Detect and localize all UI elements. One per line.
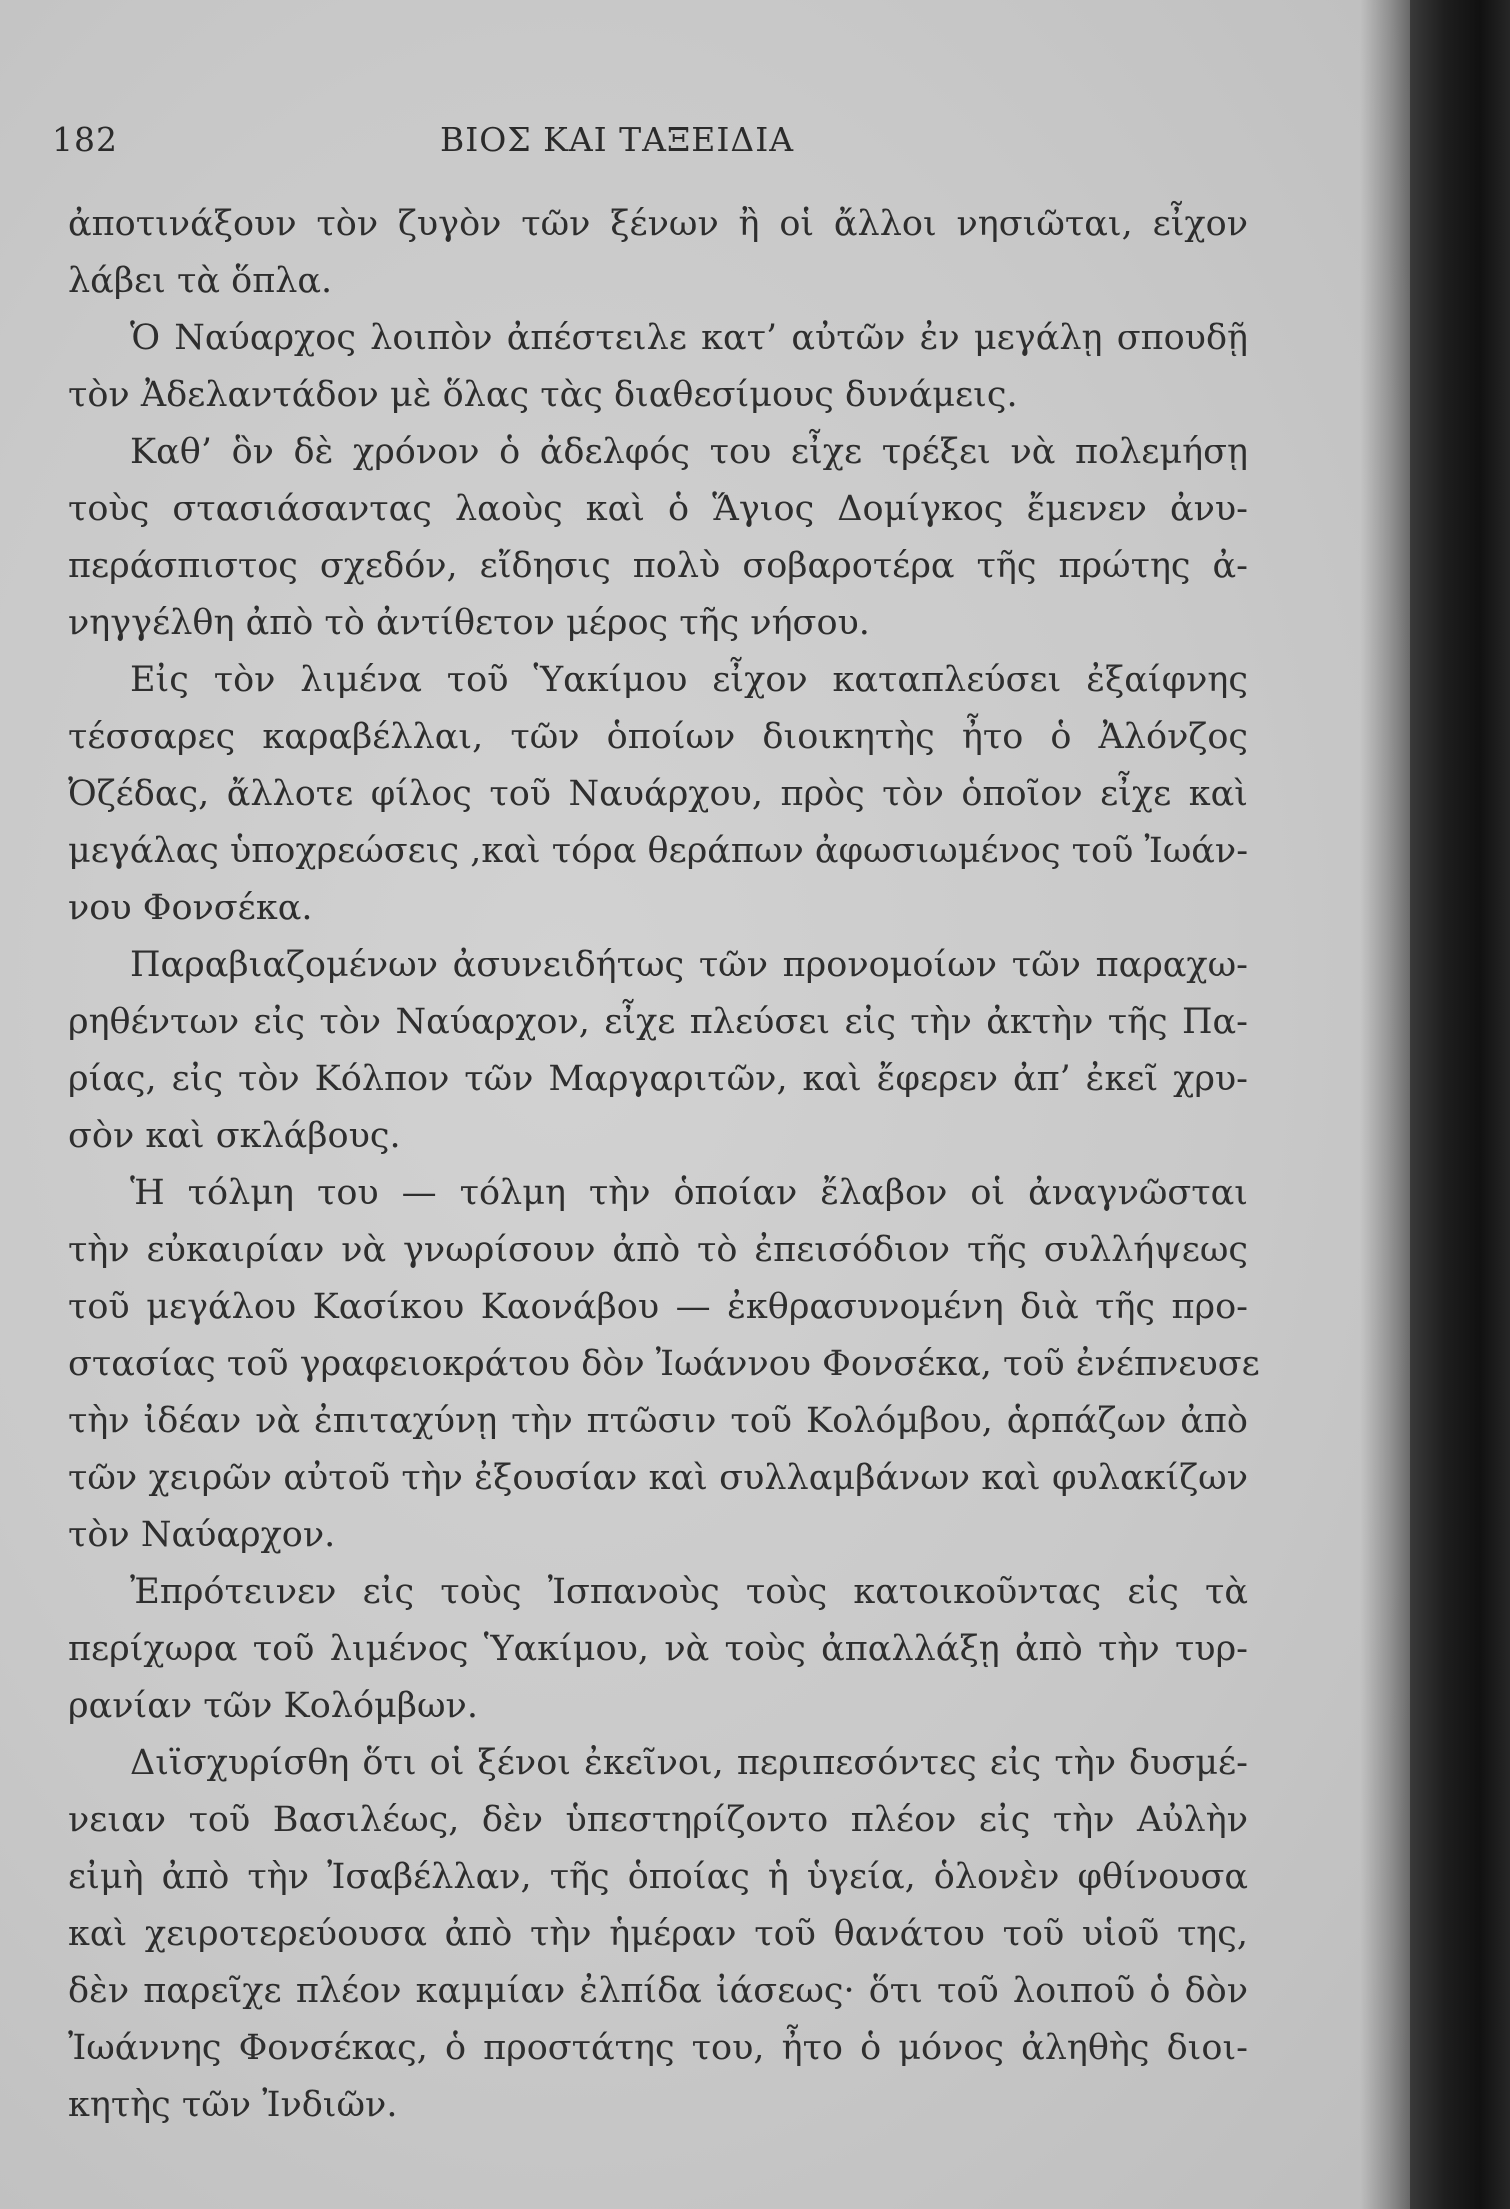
text-line: στασίας τοῦ γραφειοκράτου δὸν Ἰωάννου Φονσέκα, τοῦ ἐνέπνευσε: [68, 1344, 1260, 1384]
text-line: ρανίαν τῶν Κολόμβων.: [68, 1686, 478, 1726]
text-line: Ἰωάννης Φονσέκας, ὁ προστάτης του, ἦτο ὁ μόνος ἀληθὴς διοι-: [68, 2028, 1248, 2068]
text-line: Ἡ τόλμη του — τόλμη τὴν ὁποίαν ἔλαβον οἱ ἀναγνῶσται: [130, 1173, 1248, 1213]
text-line: νειαν τοῦ Βασιλέως, δὲν ὑπεστηρίζοντο πλέον εἰς τὴν Αὐλὴν: [68, 1800, 1248, 1840]
text-line: τοὺς στασιάσαντας λαοὺς καὶ ὁ Ἅγιος Δομίγκος ἔμενεν ἀνυ-: [68, 489, 1248, 529]
text-line: ἀποτινάξουν τὸν ζυγὸν τῶν ξένων ἢ οἱ ἄλλοι νησιῶται, εἶχον: [68, 204, 1248, 244]
binding-shadow: [1360, 0, 1410, 2209]
text-line: Εἰς τὸν λιμένα τοῦ Ὑακίμου εἶχον καταπλεύσει ἐξαίφνης: [130, 660, 1248, 700]
page-number: 182: [52, 120, 118, 159]
text-line: κητὴς τῶν Ἰνδιῶν.: [68, 2085, 398, 2125]
text-line: ρίας, εἰς τὸν Κόλπον τῶν Μαργαριτῶν, καὶ ἔφερεν ἀπ’ ἐκεῖ χρυ-: [68, 1059, 1248, 1099]
text-line: μεγάλας ὑποχρεώσεις ,καὶ τόρα θεράπων ἀφωσιωμένος τοῦ Ἰωάν-: [68, 831, 1249, 871]
text-line: τὸν Ἀδελαντάδον μὲ ὅλας τὰς διαθεσίμους δυνάμεις.: [68, 375, 1018, 415]
book-spine: [1410, 0, 1510, 2209]
text-line: τὴν ἰδέαν νὰ ἐπιταχύνῃ τὴν πτῶσιν τοῦ Κολόμβου, ἁρπάζων ἀπὸ: [68, 1401, 1248, 1441]
text-line: Ὁ Ναύαρχος λοιπὸν ἀπέστειλε κατ’ αὐτῶν ἐν μεγάλῃ σπουδῇ: [130, 318, 1248, 358]
text-line: εἰμὴ ἀπὸ τὴν Ἰσαβέλλαν, τῆς ὁποίας ἡ ὑγεία, ὁλονὲν φθίνουσα: [68, 1857, 1248, 1897]
text-line: λάβει τὰ ὅπλα.: [68, 261, 333, 301]
text-line: περάσπιστος σχεδόν, εἴδησις πολὺ σοβαροτέρα τῆς πρώτης ἀ-: [68, 546, 1248, 586]
text-line: δὲν παρεῖχε πλέον καμμίαν ἐλπίδα ἰάσεως· ὅτι τοῦ λοιποῦ ὁ δὸν: [68, 1971, 1248, 2011]
text-line: καὶ χειροτερεύουσα ἀπὸ τὴν ἡμέραν τοῦ θανάτου τοῦ υἱοῦ της,: [68, 1914, 1248, 1954]
text-line: τῶν χειρῶν αὐτοῦ τὴν ἐξουσίαν καὶ συλλαμβάνων καὶ φυλακίζων: [68, 1458, 1248, 1498]
text-line: σὸν καὶ σκλάβους.: [68, 1116, 401, 1156]
text-line: ρηθέντων εἰς τὸν Ναύαρχον, εἶχε πλεύσει εἰς τὴν ἀκτὴν τῆς Πα-: [68, 1002, 1248, 1042]
body-text: [68, 196, 1260, 2134]
text-line: Καθ’ ὃν δὲ χρόνον ὁ ἀδελφός του εἶχε τρέξει νὰ πολεμήσῃ: [130, 432, 1248, 472]
text-line: νου Φονσέκα.: [68, 888, 313, 928]
text-line: περίχωρα τοῦ λιμένος Ὑακίμου, νὰ τοὺς ἀπαλλάξῃ ἀπὸ τὴν τυρ-: [68, 1629, 1248, 1669]
text-line: τοῦ μεγάλου Κασίκου Καονάβου — ἐκθρασυνομένη διὰ τῆς προ-: [68, 1287, 1248, 1327]
text-line: Διϊσχυρίσθη ὅτι οἱ ξένοι ἐκεῖνοι, περιπεσόντες εἰς τὴν δυσμέ-: [130, 1743, 1248, 1783]
text-line: τέσσαρες καραβέλλαι, τῶν ὁποίων διοικητὴς ἦτο ὁ Ἀλόνζος: [68, 717, 1248, 757]
text-line: Ὀζέδας, ἄλλοτε φίλος τοῦ Ναυάρχου, πρὸς τὸν ὁποῖον εἶχε καὶ: [68, 774, 1248, 814]
text-line: Παραβιαζομένων ἀσυνειδήτως τῶν προνομοίων τῶν παραχω-: [130, 945, 1248, 985]
running-title: ΒΙΟΣ ΚΑΙ ΤΑΞΕΙΔΙΑ: [440, 120, 795, 159]
text-line: Ἐπρότεινεν εἰς τοὺς Ἰσπανοὺς τοὺς κατοικοῦντας εἰς τὰ: [130, 1572, 1248, 1612]
text-line: τὴν εὐκαιρίαν νὰ γνωρίσουν ἀπὸ τὸ ἐπεισόδιον τῆς συλλήψεως: [68, 1230, 1248, 1270]
text-line: τὸν Ναύαρχον.: [68, 1515, 336, 1555]
text-line: νηγγέλθη ἀπὸ τὸ ἀντίθετον μέρος τῆς νήσου.: [68, 603, 870, 643]
